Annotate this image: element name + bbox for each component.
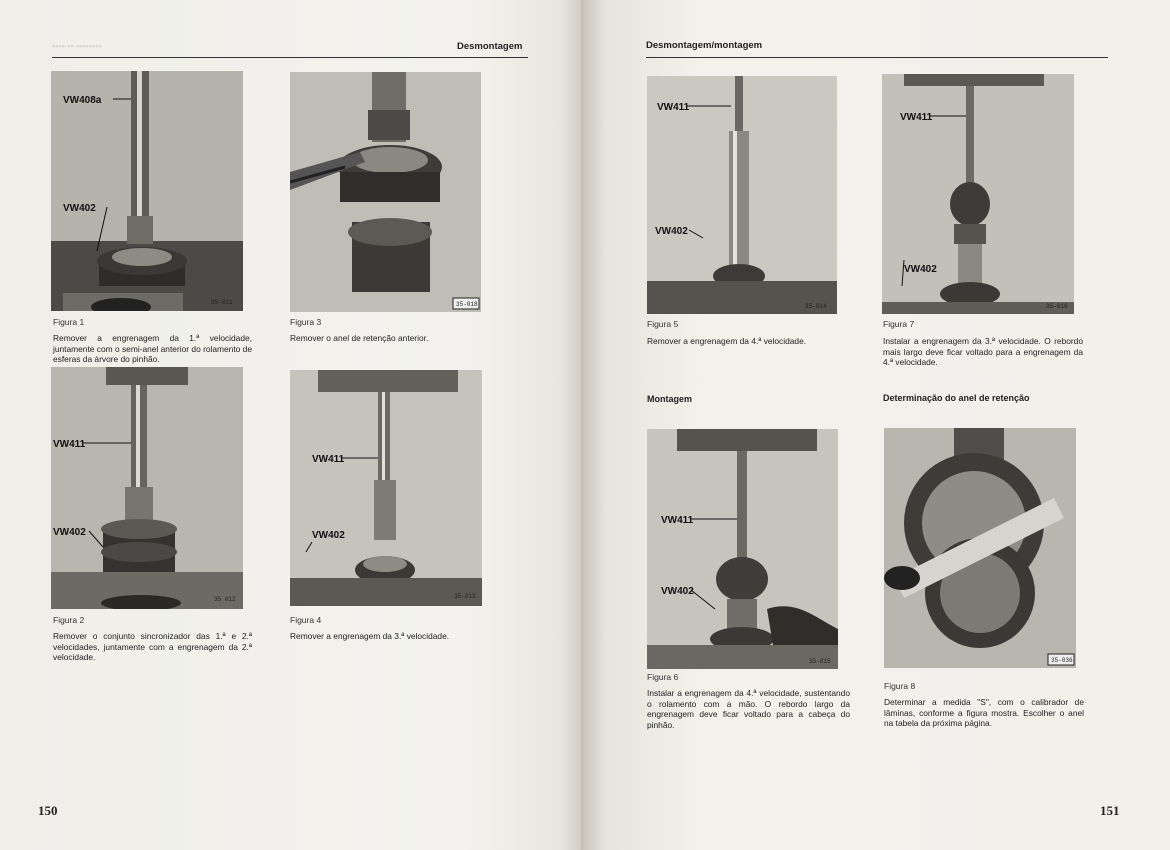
svg-text:VW411: VW411 xyxy=(657,102,690,113)
svg-text:VW402: VW402 xyxy=(53,527,86,538)
right-page-header: Desmontagem/montagem xyxy=(646,40,763,51)
figure-3-photo xyxy=(290,72,481,312)
section-anel-retencao: Determinação do anel de retenção xyxy=(883,393,1030,403)
figure-1-text: Remover a engrenagem da 1.ª velocidade, juntamente com o semi-anel anterior do rolamento de esferas da árvore do pinhão. xyxy=(53,333,252,365)
figure-2-photo xyxy=(51,367,243,609)
svg-text:35-013: 35-013 xyxy=(454,593,476,600)
figure-8-caption: Figura 8 xyxy=(884,681,916,691)
page-number-right: 151 xyxy=(1100,803,1120,818)
figure-8-text: Determinar a medida "S", com o calibrador de lâminas, conforme a figura mostra. Escolher o anel na tabela da próxima página. xyxy=(884,697,1084,729)
svg-text:VW402: VW402 xyxy=(312,530,345,541)
svg-text:VW411: VW411 xyxy=(53,439,86,450)
figure-4-text: Remover a engrenagem da 3.ª velocidade. xyxy=(290,631,450,641)
svg-text:VW408a: VW408a xyxy=(63,95,102,106)
svg-text:VW402: VW402 xyxy=(904,264,937,275)
svg-text:VW411: VW411 xyxy=(661,515,694,526)
page-number-left: 150 xyxy=(38,803,58,818)
left-page xyxy=(0,0,583,850)
figure-4-caption: Figura 4 xyxy=(290,615,322,625)
figure-7-caption: Figura 7 xyxy=(883,319,915,329)
svg-text:VW411: VW411 xyxy=(900,112,933,123)
right-page xyxy=(583,0,1170,850)
svg-text:35-018: 35-018 xyxy=(456,301,478,308)
figure-7-photo xyxy=(882,74,1074,314)
figure-2-caption: Figura 2 xyxy=(53,615,85,625)
svg-text:VW402: VW402 xyxy=(661,586,694,597)
svg-text:35-015: 35-015 xyxy=(809,658,831,665)
figure-3-text: Remover o anel de retenção anterior. xyxy=(290,333,429,343)
figure-2-text: Remover o conjunto sincronizador das 1.ª e 2.ª velocidades, juntamente com a engrenagem da 2.ª velocidade. xyxy=(53,631,252,663)
figure-5-caption: Figura 5 xyxy=(647,319,679,329)
svg-text:35-014: 35-014 xyxy=(805,303,827,310)
svg-text:35-016: 35-016 xyxy=(1046,303,1068,310)
figure-4-photo xyxy=(290,370,482,606)
figure-8-photo xyxy=(884,428,1076,668)
figure-6-caption: Figura 6 xyxy=(647,672,679,682)
figure-1-photo xyxy=(51,71,243,311)
section-montagem: Montagem xyxy=(647,394,692,404)
svg-text:VW402: VW402 xyxy=(63,203,96,214)
figure-6-photo xyxy=(647,429,838,669)
left-page-header: Desmontagem xyxy=(457,41,523,52)
figure-1-caption: Figura 1 xyxy=(53,317,85,327)
figure-5-text: Remover a engrenagem da 4.ª velocidade. xyxy=(647,336,807,346)
figure-5-photo xyxy=(647,76,837,314)
figure-3-caption: Figura 3 xyxy=(290,317,322,327)
header-rule-right xyxy=(646,57,1108,58)
header-rule xyxy=(52,57,528,58)
svg-text:35-011: 35-011 xyxy=(211,299,233,306)
svg-text:35 012: 35 012 xyxy=(214,596,236,603)
faded-running-head: ▪▪▪▪ ▪▪ ▪▪▪▪▪▪▪▪ xyxy=(52,41,102,51)
svg-text:35-036: 35-036 xyxy=(1051,657,1073,664)
svg-text:VW402: VW402 xyxy=(655,226,688,237)
svg-text:VW411: VW411 xyxy=(312,454,345,465)
figure-7-text: Instalar a engrenagem da 3.ª velocidade. O rebordo mais largo deve ficar voltado para a engrenagem da 4.ª velocidade. xyxy=(883,336,1083,368)
figure-6-text: Instalar a engrenagem da 4.ª velocidade, sustentando o rolamento com a mão. O rebordo largo da engrenagem deve ficar voltado para a cabeça do pinhão. xyxy=(647,688,850,730)
